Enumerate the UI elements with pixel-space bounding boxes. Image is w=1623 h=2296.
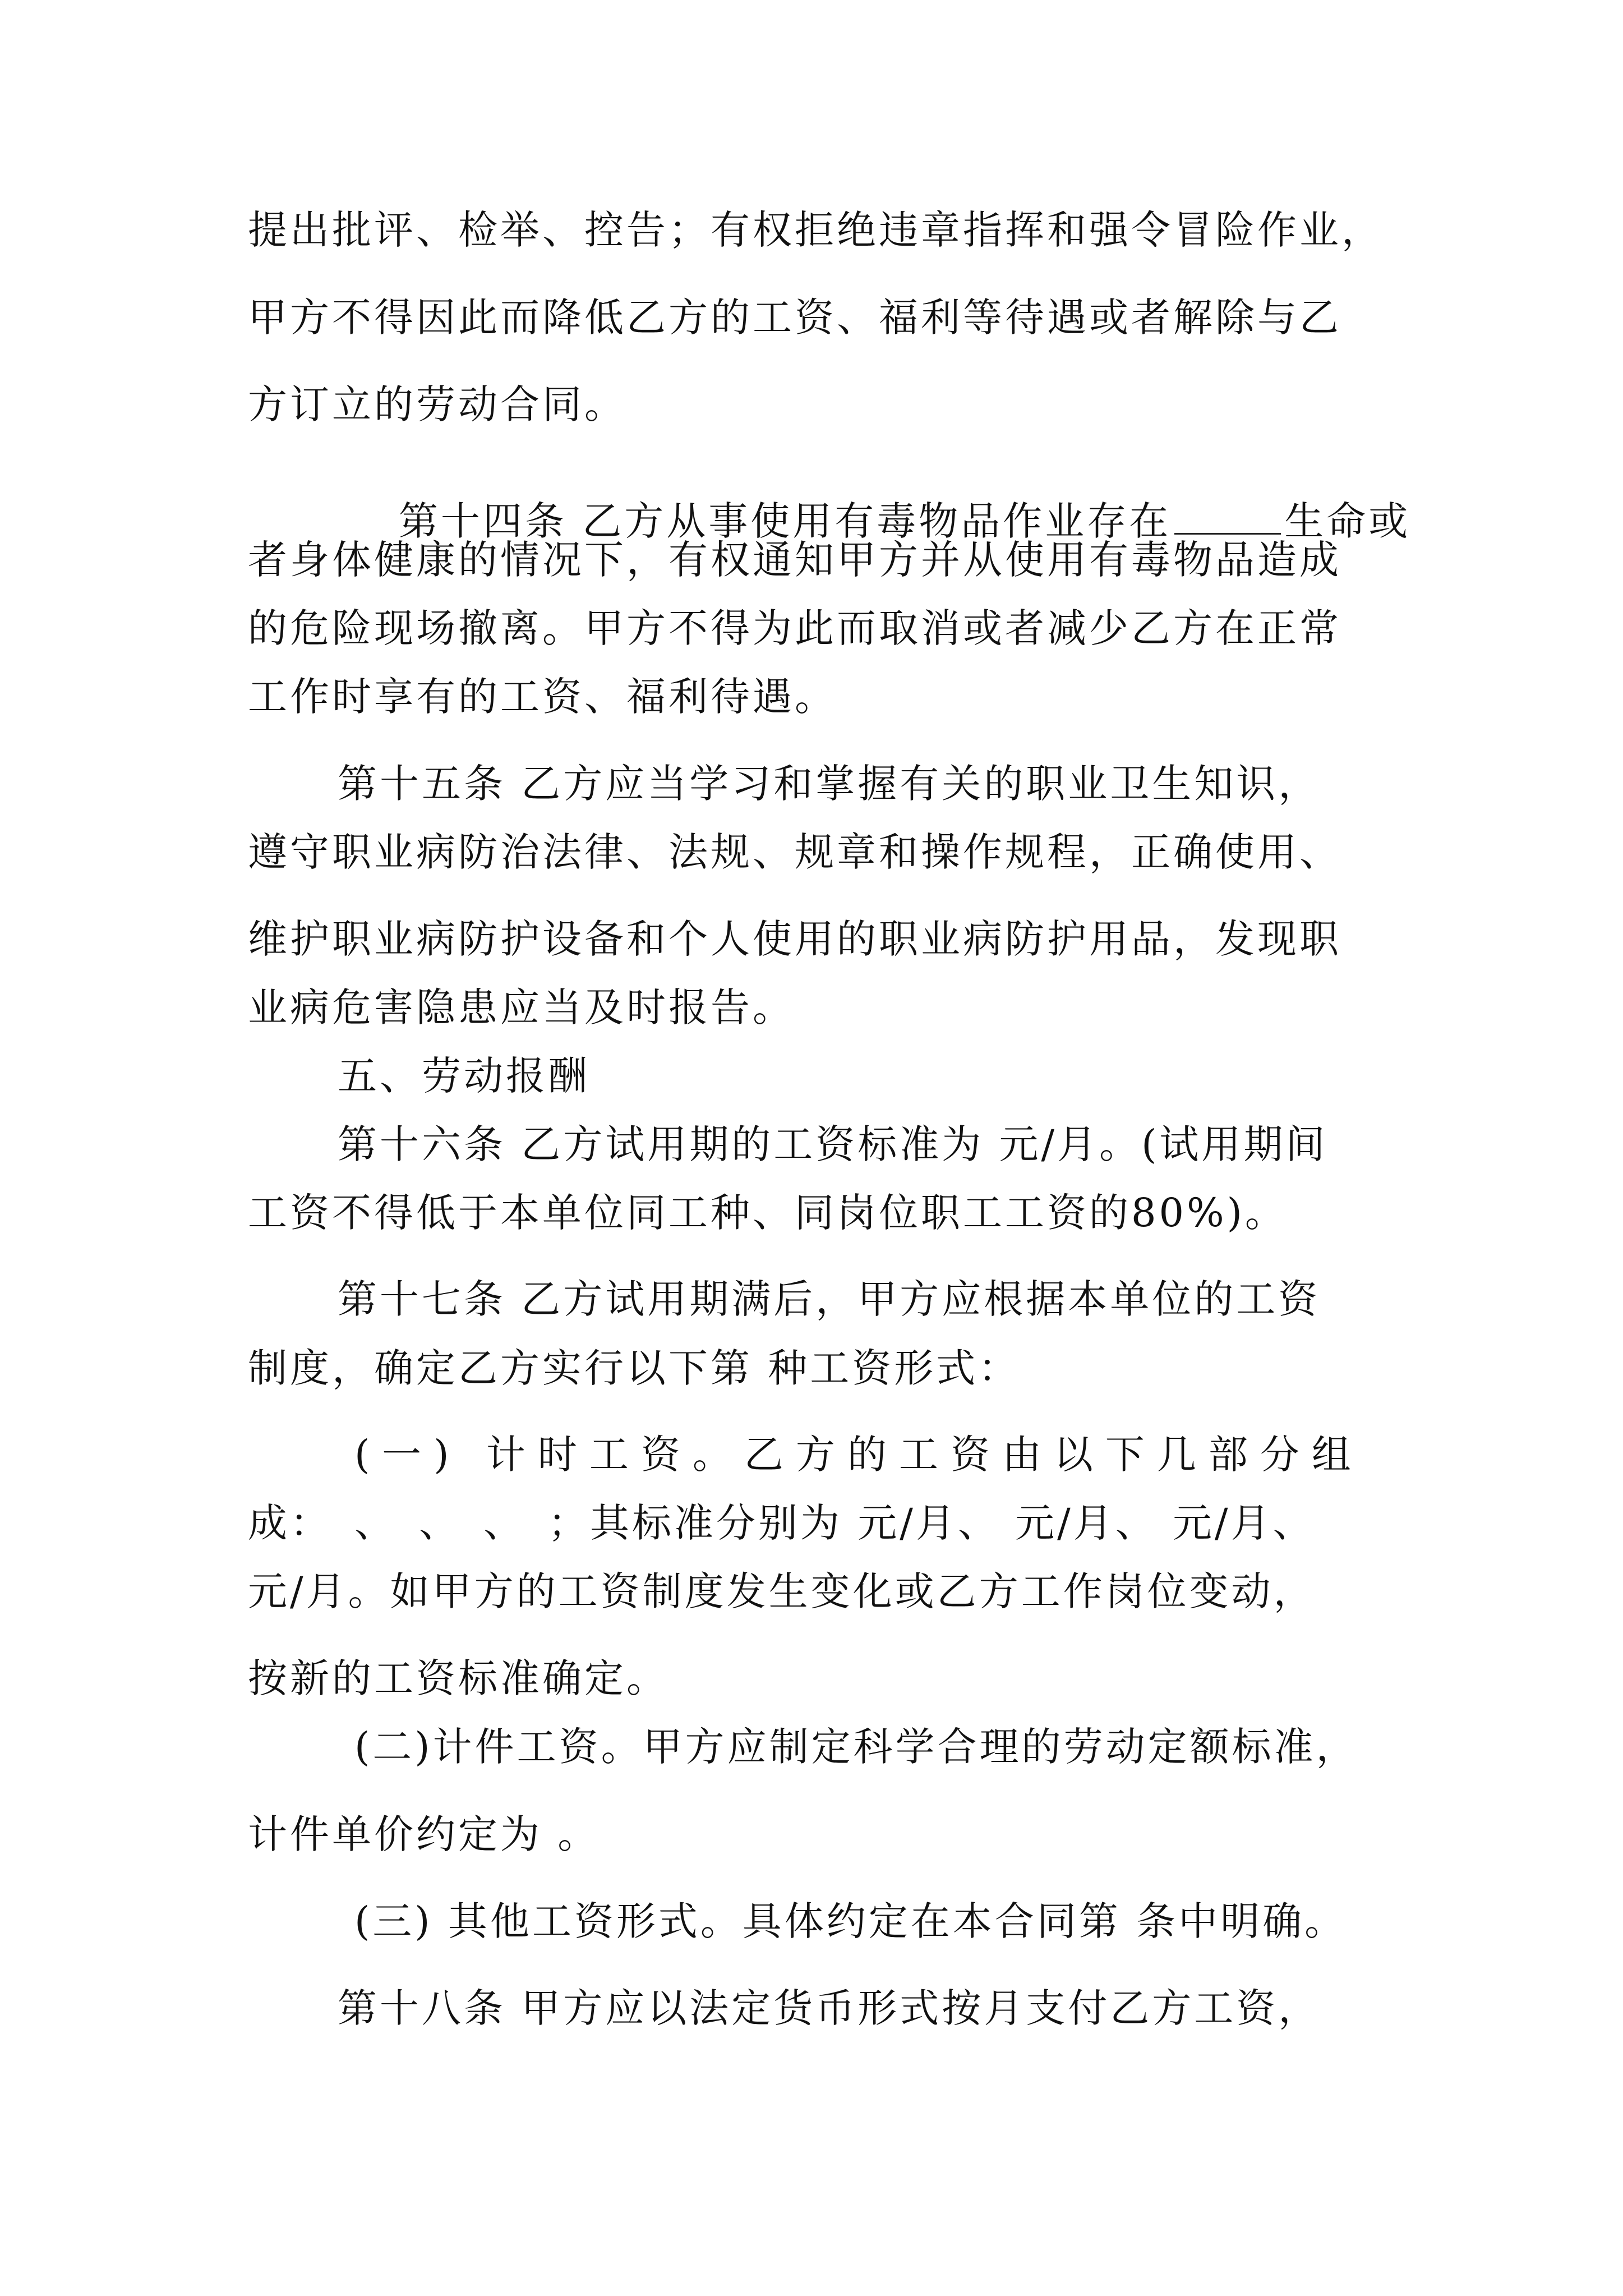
section-heading-remuneration: 五、劳动报酬 bbox=[338, 1053, 590, 1099]
text-line-3: 方订立的劳动合同。 bbox=[248, 381, 626, 427]
item-3-line: (三) 其他工资形式。具体约定在本合同第 条中明确。 bbox=[354, 1898, 1347, 1944]
article-14-text: 第十四条 乙方从事使用有毒物品作业存在 bbox=[399, 498, 1172, 544]
article-16-first-line: 第十六条 乙方试用期的工资标准为 元/月。(试用期间 bbox=[338, 1121, 1328, 1167]
item-1-first-line: (一) 计时工资。乙方的工资由以下几部分组 bbox=[354, 1432, 1363, 1478]
text-line-16: 制度，确定乙方实行以下第 种工资形式： bbox=[248, 1345, 1021, 1391]
item-2-first-line: (二)计件工资。甲方应制定科学合理的劳动定额标准， bbox=[354, 1724, 1358, 1770]
text-line-20: 按新的工资标准确定。 bbox=[248, 1655, 668, 1701]
article-15-first-line: 第十五条 乙方应当学习和掌握有关的职业卫生知识， bbox=[338, 761, 1321, 807]
text-line-6: 的危险现场撤离。甲方不得为此而取消或者减少乙方在正常 bbox=[248, 605, 1341, 651]
text-line-18: 成： 、 、 、 ；其标准分别为 元/月、 元/月、 元/月、 bbox=[248, 1500, 1315, 1546]
text-line-11: 业病危害隐患应当及时报告。 bbox=[248, 984, 795, 1030]
article-14-first-line bbox=[338, 449, 1411, 544]
text-line-9: 遵守职业病防治法律、法规、规章和操作规程，正确使用、 bbox=[248, 829, 1341, 875]
text-line-1: 提出批评、检举、控告；有权拒绝违章指挥和强令冒险作业， bbox=[248, 207, 1384, 253]
text-line-22: 计件单价约定为 。 bbox=[248, 1811, 600, 1857]
text-line-14: 工资不得低于本单位同工种、同岗位职工工资的80%)。 bbox=[248, 1190, 1287, 1236]
text-line-5: 者身体健康的情况下，有权通知甲方并从使用有毒物品造成 bbox=[248, 537, 1341, 583]
fill-in-blank[interactable] bbox=[1174, 498, 1281, 535]
article-18-first-line: 第十八条 甲方应以法定货币形式按月支付乙方工资， bbox=[338, 1985, 1321, 2031]
text-line-10: 维护职业病防护设备和个人使用的职业病防护用品，发现职 bbox=[248, 916, 1341, 962]
article-17-first-line: 第十七条 乙方试用期满后，甲方应根据本单位的工资 bbox=[338, 1276, 1321, 1322]
text-line-7: 工作时享有的工资、福利待遇。 bbox=[248, 674, 837, 720]
article-14-text-end: 生命或 bbox=[1284, 498, 1411, 544]
text-line-2: 甲方不得因此而降低乙方的工资、福利等待遇或者解除与乙 bbox=[248, 295, 1341, 341]
text-line-19: 元/月。如甲方的工资制度发生变化或乙方工作岗位变动， bbox=[248, 1568, 1316, 1614]
